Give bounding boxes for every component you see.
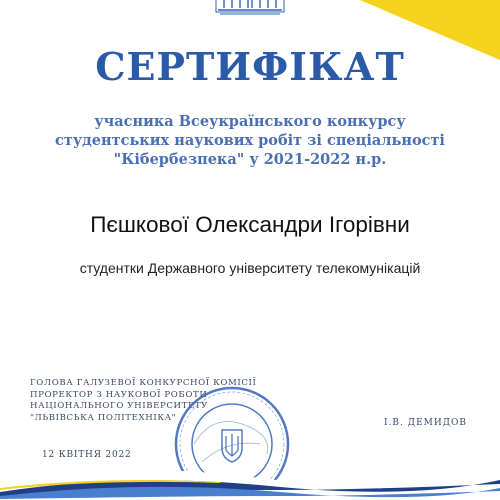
certificate-title: СЕРТИФІКАТ xyxy=(95,44,405,89)
signatory-title-line: ГОЛОВА ГАЛУЗЕВОЇ КОНКУРСНОЇ КОМІСІЇ xyxy=(30,378,257,388)
certificate-subtitle xyxy=(0,112,500,169)
issue-date: 12 КВІТНЯ 2022 xyxy=(42,450,132,460)
signatory-title-line: "ЛЬВІВСЬКА ПОЛІТЕХНІКА" xyxy=(30,412,177,423)
signatory-name: І.В. ДЕМИДОВ xyxy=(384,418,468,428)
signatory-title-line: НАЦІОНАЛЬНОГО УНІВЕРСИТЕТУ xyxy=(30,401,208,411)
subtitle-line: учасника Всеукраїнського конкурсу xyxy=(94,113,406,130)
recipient-name: Пєшкової Олександри Ігорівни xyxy=(90,212,410,237)
decorative-blue-waves xyxy=(0,450,500,500)
university-crest-logo xyxy=(210,0,290,18)
signatory-title-line: ПРОРЕКТОР З НАУКОВОЇ РОБОТИ xyxy=(30,389,208,400)
recipient-affiliation: студентки Державного університету телекомунікацій xyxy=(79,260,421,276)
subtitle-line: студентських наукових робіт зі спеціальності xyxy=(55,132,445,149)
subtitle-line: "Кібербезпека" у 2021-2022 н.р. xyxy=(113,151,387,168)
